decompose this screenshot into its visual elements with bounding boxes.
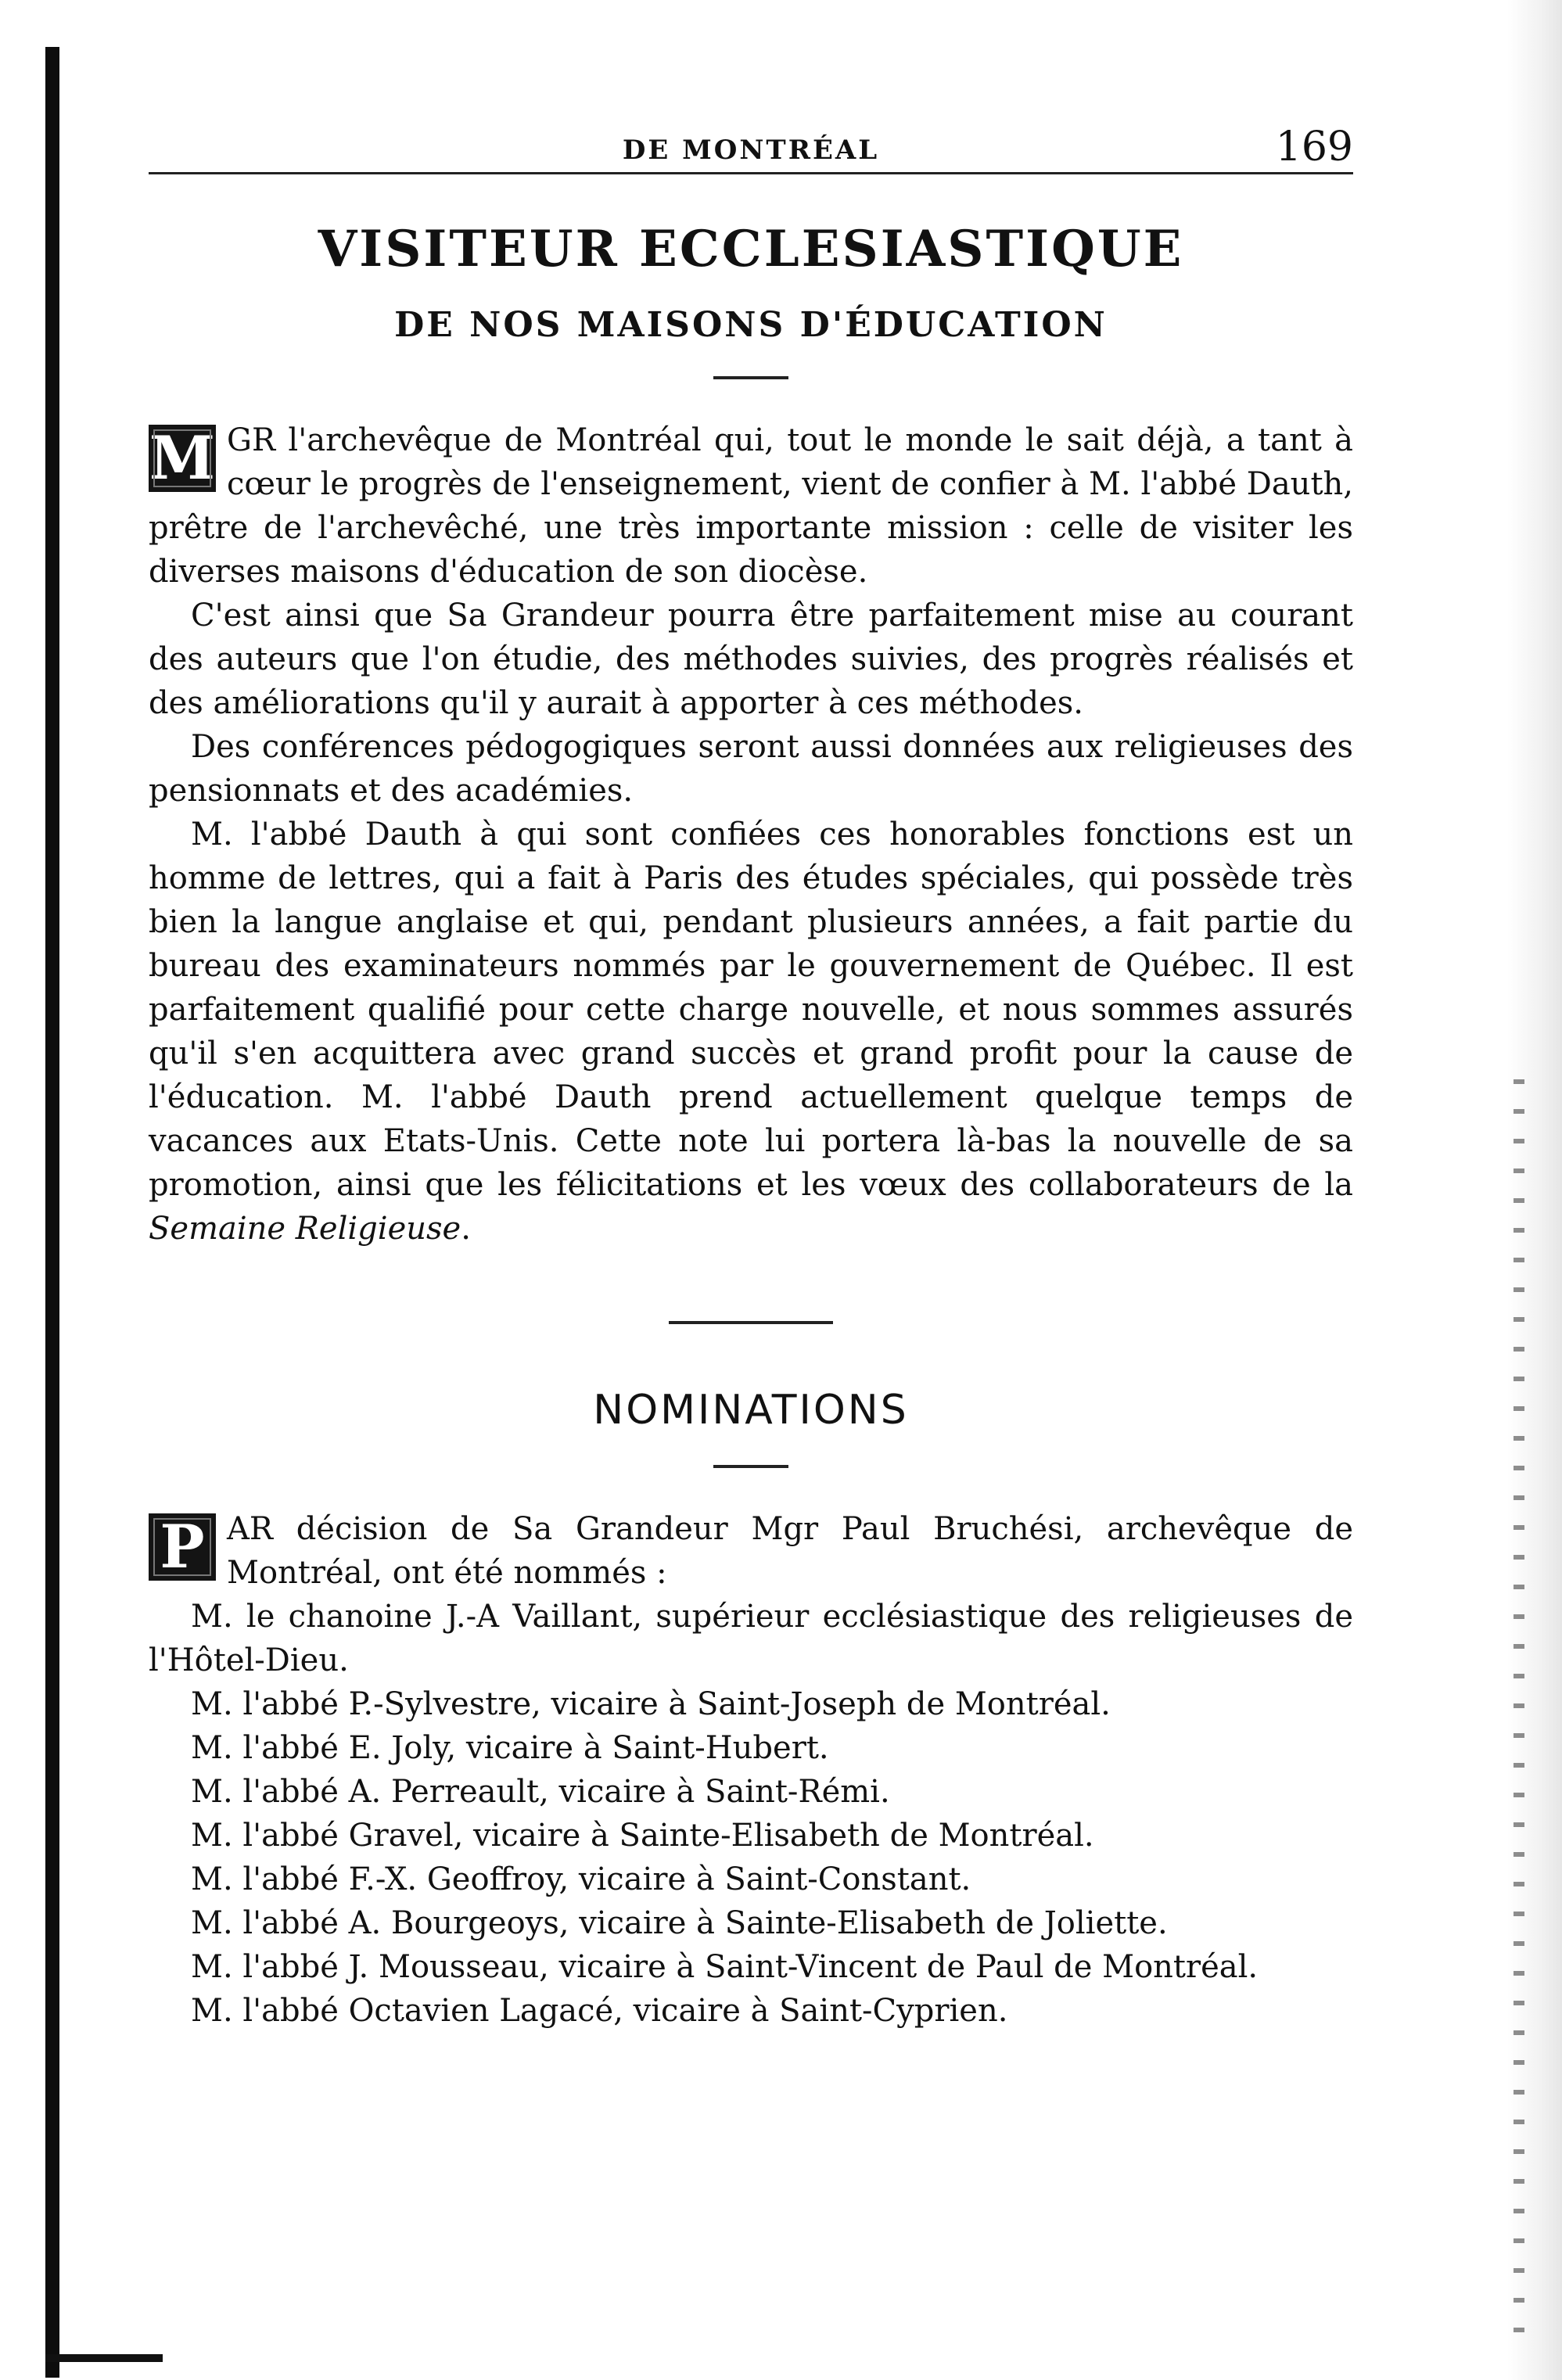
list-item: M. l'abbé E. Joly, vicaire à Saint-Hubert. (191, 1730, 829, 1766)
nominations-intro (149, 1507, 1353, 1595)
article-paragraph-3: Des conférences pédogogiques seront aussi données aux religieuses des pensionnats et des académies. (149, 729, 1353, 809)
document-page (149, 117, 1353, 2033)
article-title: VISITEUR ECCLESIASTIQUE (318, 220, 1184, 278)
page-edge-marks (1514, 1079, 1524, 2346)
nominations-intro-text: AR décision de Sa Grandeur Mgr Paul Bruchési, archevêque de Montréal, ont été nommés : (227, 1511, 1353, 1591)
page-number: 169 (1275, 124, 1353, 171)
list-item: M. l'abbé A. Bourgeoys, vicaire à Sainte-Elisabeth de Joliette. (191, 1905, 1168, 1941)
list-item: M. l'abbé J. Mousseau, vicaire à Saint-Vincent de Paul de Montréal. (191, 1949, 1259, 1985)
list-item: M. le chanoine J.-A Vaillant, supérieur ecclésiastique des religieuses de l'Hôtel-Dieu. (149, 1599, 1353, 1678)
article-paragraph-1 (149, 418, 1353, 594)
article-paragraph-4 (149, 813, 1353, 1251)
title-divider (713, 376, 788, 379)
dropcap-m: M (149, 423, 216, 493)
page-binding-edge (45, 47, 59, 2378)
dropcap-p: P (149, 1513, 216, 1581)
nominations-divider (713, 1465, 788, 1468)
list-item: M. l'abbé P.-Sylvestre, vicaire à Saint-Joseph de Montréal. (191, 1686, 1111, 1722)
nominations-title: NOMINATIONS (593, 1387, 909, 1434)
section-divider (669, 1321, 833, 1324)
paragraph-4-end: . (461, 1211, 471, 1247)
running-head-title: DE MONTRÉAL (622, 135, 880, 166)
list-item: M. l'abbé F.-X. Geoffroy, vicaire à Saint-Constant. (191, 1861, 971, 1897)
list-item: M. l'abbé Gravel, vicaire à Sainte-Elisabeth de Montréal. (191, 1818, 1094, 1854)
nominations-list (149, 1595, 1353, 2033)
paragraph-1-text: GR l'archevêque de Montréal qui, tout le monde le sait déjà, a tant à cœur le progrès de l'enseignement, vient de confier à M. l'abbé Dauth, prêtre de l'archevêché, une très importante mission : celle de visiter les diverses maisons d'éducation de son diocèse. (149, 422, 1353, 590)
article-paragraph-2: C'est ainsi que Sa Grandeur pourra être parfaitement mise au courant des auteurs que l'on étudie, des méthodes suivies, des progrès réalisés et des améliorations qu'il y aurait à apporter à ces méthodes. (149, 598, 1353, 721)
list-item: M. l'abbé Octavien Lagacé, vicaire à Saint-Cyprien. (191, 1993, 1008, 2029)
page-binding-corner (45, 2354, 163, 2362)
list-item: M. l'abbé A. Perreault, vicaire à Saint-Rémi. (191, 1774, 890, 1810)
article-subtitle: DE NOS MAISONS D'ÉDUCATION (394, 305, 1108, 345)
running-head (149, 117, 1353, 174)
publication-title: Semaine Religieuse (149, 1211, 461, 1247)
paragraph-4-text: M. l'abbé Dauth à qui sont confiées ces honorables fonctions est un homme de lettres, qui a fait à Paris des études spéciales, qui possède très bien la langue anglaise et qui, pendant plusieurs années, a fait partie du bureau des examinateurs nommés par le gouvernement de Québec. Il est parfaitement qualifié pour cette charge nouvelle, et nous sommes assurés qu'il s'en acquittera avec grand succès et grand profit pour la cause de l'éducation. M. l'abbé Dauth prend actuellement quelque temps de vacances aux Etats-Unis. Cette note lui portera là-bas la nouvelle de sa promotion, ainsi que les félicitations et les vœux des collaborateurs de la (149, 817, 1353, 1203)
